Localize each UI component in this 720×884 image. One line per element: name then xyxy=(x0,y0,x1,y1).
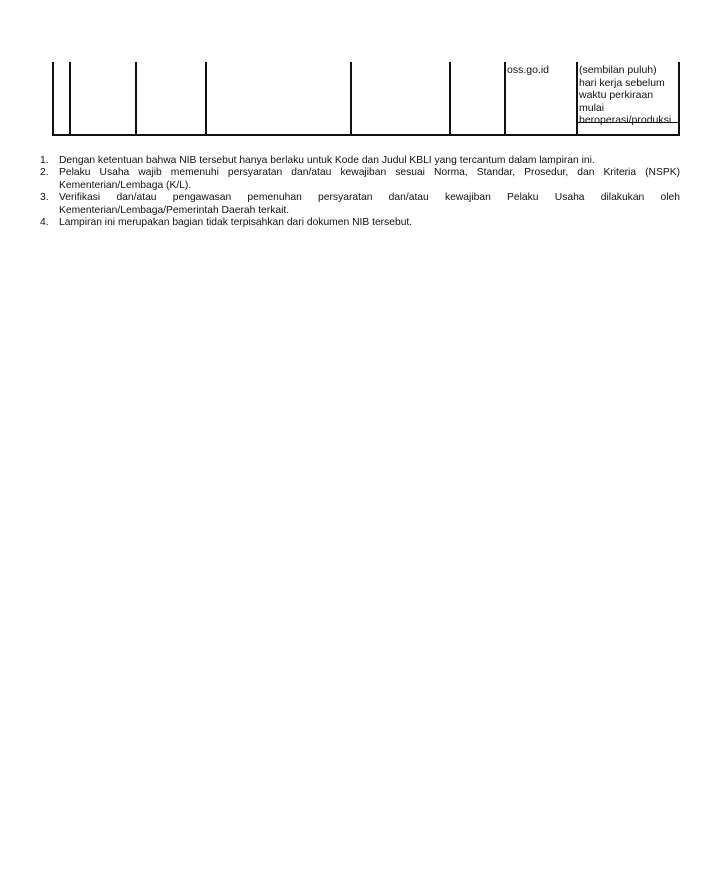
note-number: 1. xyxy=(40,155,49,166)
note-text: Verifikasi dan/atau pengawasan pemenuhan persyaratan dan/atau kewajiban Pelaku Usaha dilakukan oleh Kementerian/Lembaga/Pemerintah Daerah terkait. xyxy=(59,192,680,216)
table-cell-url: oss.go.id xyxy=(507,64,550,76)
note-item xyxy=(38,155,680,167)
note-line: waktu perkiraan xyxy=(579,89,654,101)
table-column-border xyxy=(576,62,578,134)
note-item xyxy=(38,192,680,217)
table-column-border xyxy=(350,62,352,134)
note-number: 3. xyxy=(40,192,49,204)
table-column-border xyxy=(205,62,207,134)
table-column-border xyxy=(135,62,137,134)
note-line: mulai xyxy=(579,101,605,114)
note-item xyxy=(38,217,680,229)
note-text: Dengan ketentuan bahwa NIB tersebut hanya berlaku untuk Kode dan Judul KBLI yang tercantum dalam lampiran ini. xyxy=(59,155,595,166)
note-line: hari kerja sebelum xyxy=(579,76,665,89)
note-line: beroperasi/produksi xyxy=(579,114,672,126)
table-column-border xyxy=(678,62,680,134)
table-column-border xyxy=(69,62,71,134)
table-column-border xyxy=(449,62,451,134)
note-item xyxy=(38,167,680,192)
notes-list xyxy=(38,155,680,229)
note-line: (sembilan puluh) xyxy=(579,64,657,76)
table-column-border xyxy=(504,62,506,134)
note-text: Lampiran ini merupakan bagian tidak terpisahkan dari dokumen NIB tersebut. xyxy=(59,217,413,229)
table-column-border xyxy=(52,62,54,134)
table-cell-deadline-note xyxy=(579,64,677,127)
note-text: Pelaku Usaha wajib memenuhi persyaratan dan/atau kewajiban sesuai Norma, Standar, Prosedur, dan Kriteria (NSPK) Kementerian/Lembaga (K/L). xyxy=(59,167,680,191)
cell-inner-border xyxy=(578,122,678,123)
note-number: 4. xyxy=(40,217,49,229)
note-number: 2. xyxy=(40,167,49,179)
table-fragment xyxy=(52,62,680,136)
